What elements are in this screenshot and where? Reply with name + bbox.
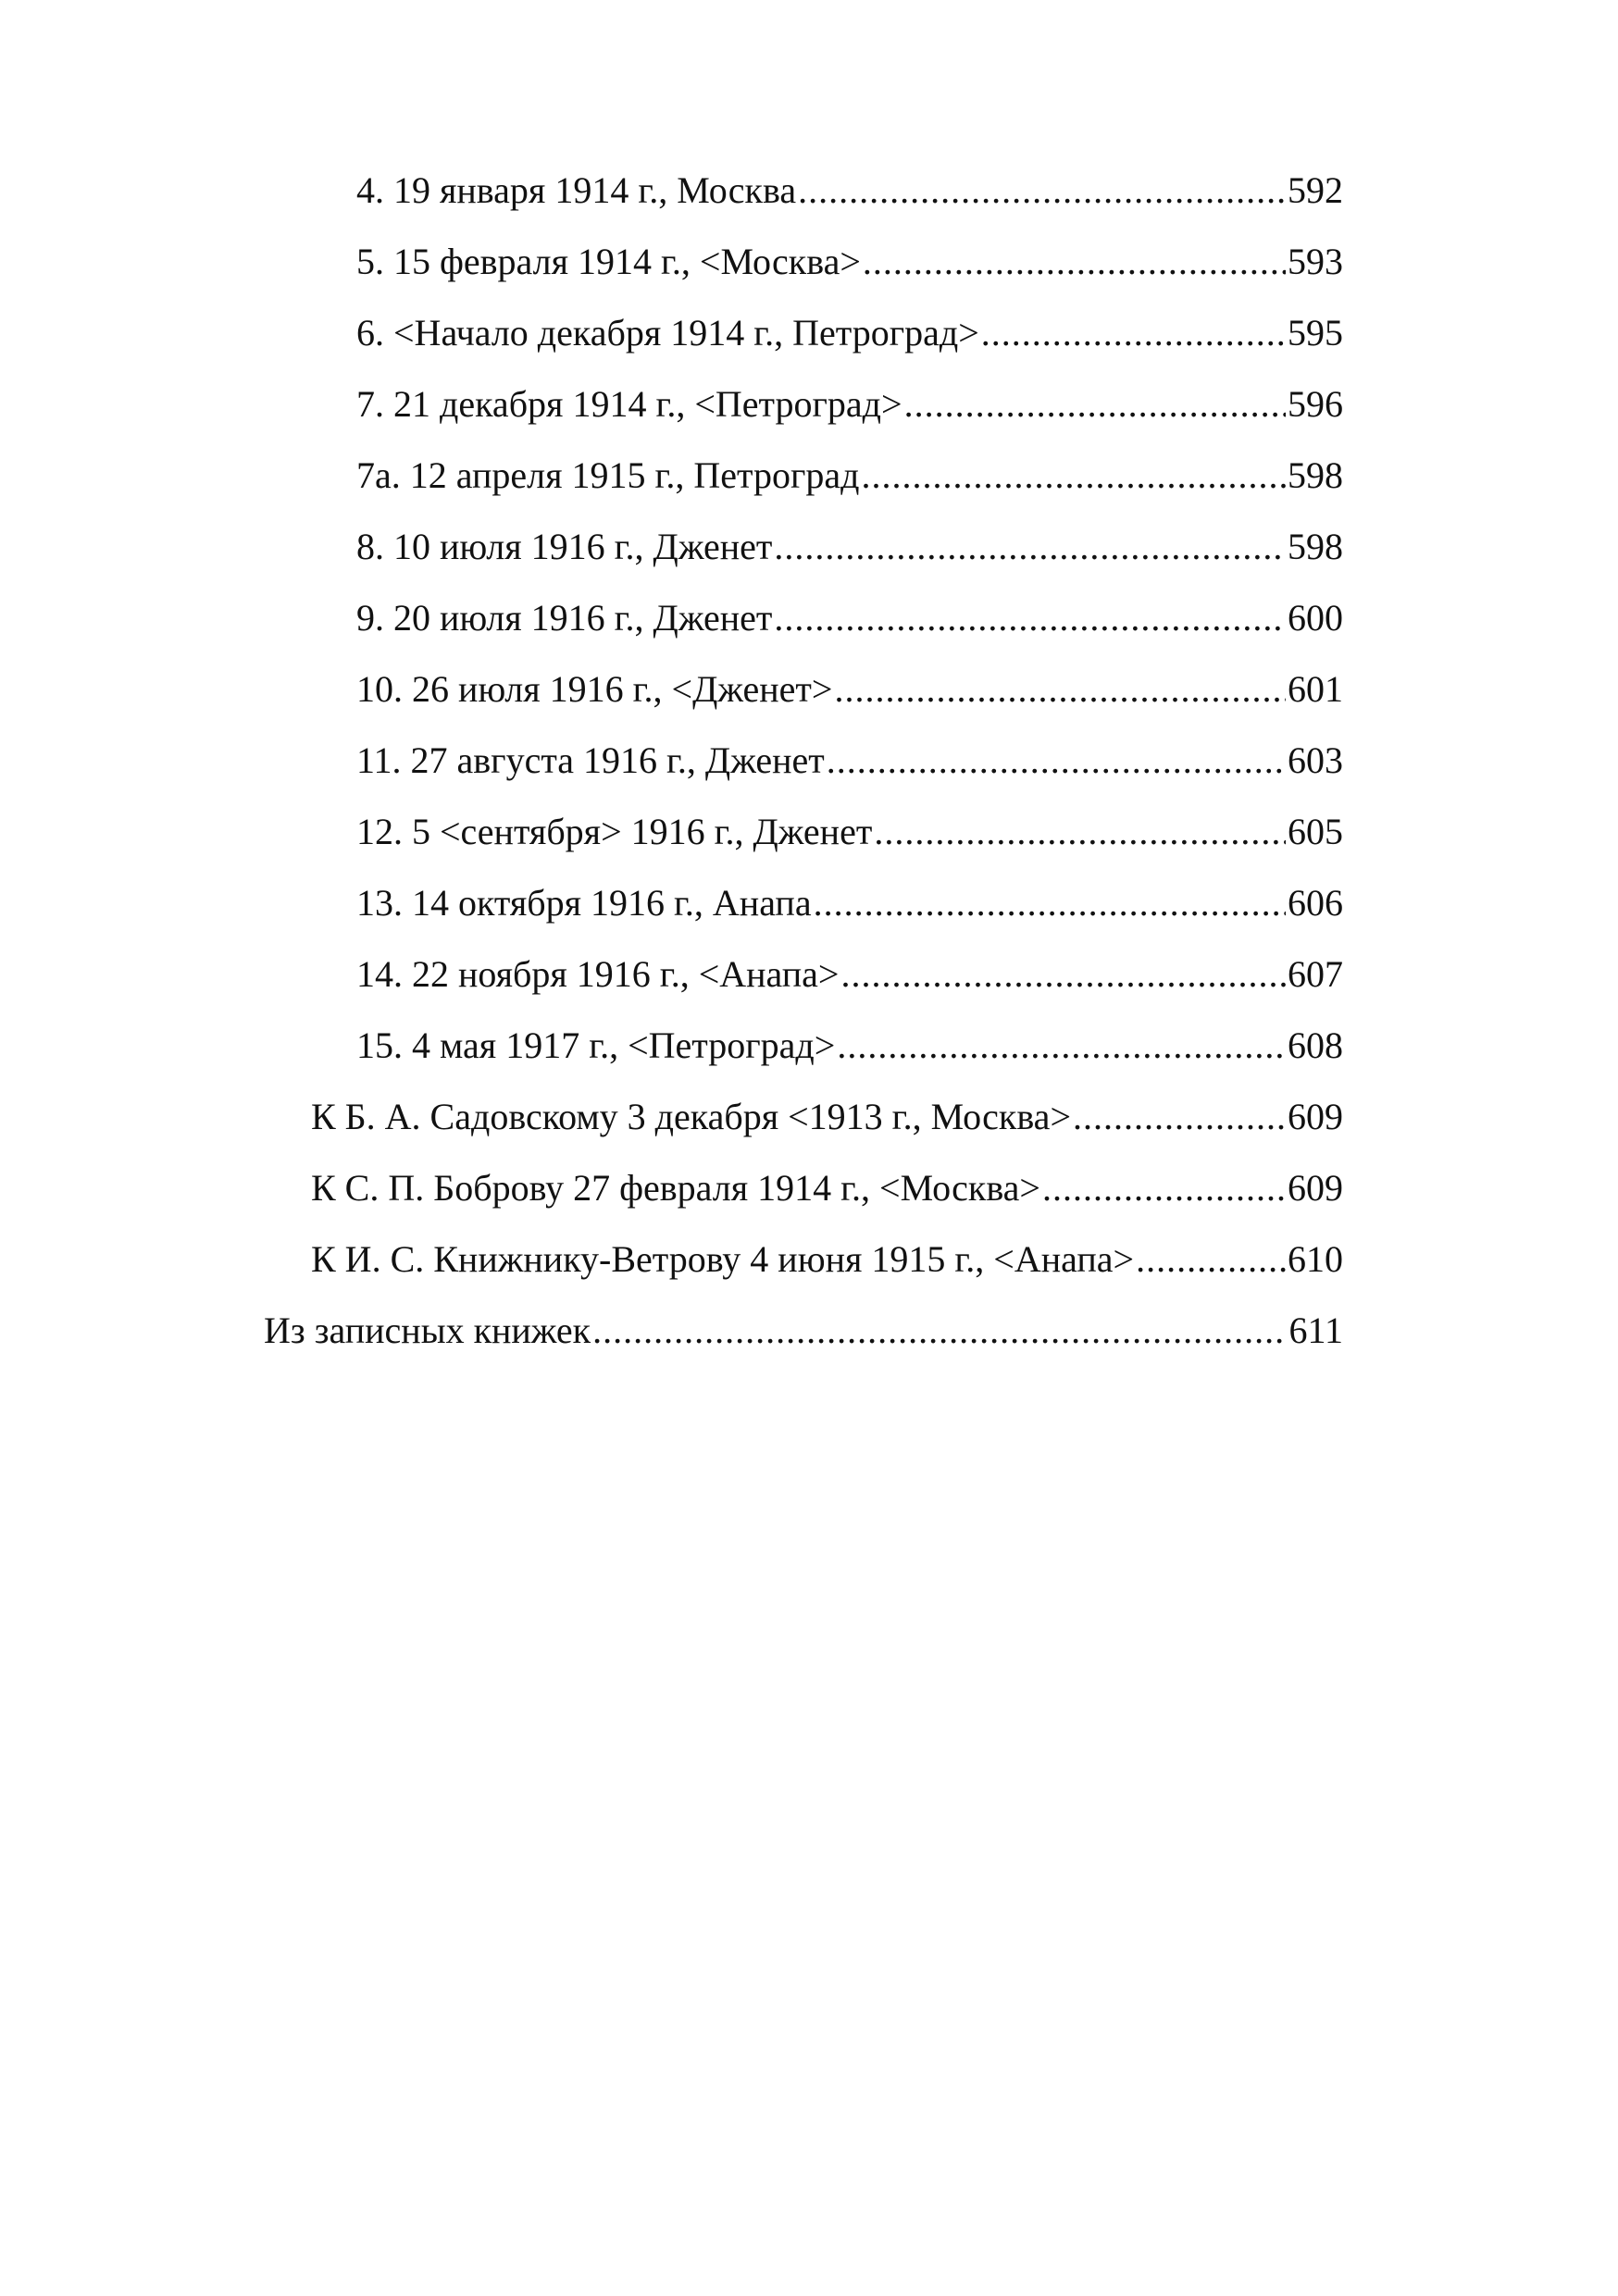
toc-entry-page: 609 (1288, 1167, 1343, 1209)
toc-entry (356, 1024, 1343, 1068)
toc-entry (356, 311, 1343, 355)
toc-entry-title: 9. 20 июля 1916 г., Дженет (356, 597, 773, 639)
toc-entry-page: 598 (1288, 454, 1343, 496)
toc-entry (356, 810, 1343, 854)
toc-entry-page: 603 (1288, 739, 1343, 781)
toc-entry (264, 1309, 1343, 1353)
toc-entry (311, 1237, 1343, 1282)
toc-entry-page: 600 (1288, 597, 1343, 639)
toc-dot-leader (1136, 1237, 1286, 1282)
toc-entry-page: 592 (1288, 169, 1343, 211)
toc-dot-leader (827, 738, 1286, 783)
toc-entry (356, 240, 1343, 284)
toc-entry (356, 596, 1343, 640)
toc-entry-title: 12. 5 <сентября> 1916 г., Дженет (356, 811, 873, 852)
toc-entry (356, 382, 1343, 427)
toc-entry-page: 598 (1288, 526, 1343, 567)
toc-entry-page: 608 (1288, 1024, 1343, 1066)
toc-entry-title: 8. 10 июля 1916 г., Дженет (356, 526, 773, 567)
toc-dot-leader (814, 881, 1286, 925)
toc-entry (356, 667, 1343, 712)
toc-entry-page: 609 (1288, 1096, 1343, 1137)
toc-dot-leader (1042, 1166, 1286, 1210)
toc-entry-page: 610 (1288, 1238, 1343, 1280)
toc-entry (356, 881, 1343, 925)
toc-entry-page: 611 (1288, 1309, 1343, 1351)
toc-dot-leader (1073, 1095, 1286, 1139)
toc-dot-leader (840, 952, 1286, 997)
toc-entry (311, 1095, 1343, 1139)
toc-entry-title: 10. 26 июля 1916 г., <Дженет> (356, 668, 833, 710)
toc-entry-title: Из записных книжек (264, 1309, 591, 1351)
toc-entry-title: 7. 21 декабря 1914 г., <Петроград> (356, 383, 902, 425)
toc-dot-leader (592, 1309, 1287, 1353)
toc-entry-title: 14. 22 ноября 1916 г., <Анапа> (356, 953, 840, 995)
toc-dot-leader (863, 240, 1286, 284)
toc-entry-title: 15. 4 мая 1917 г., <Петроград> (356, 1024, 836, 1066)
toc-entry-title: К И. С. Книжнику-Ветрову 4 июня 1915 г., <Анапа> (311, 1238, 1135, 1280)
toc-entry-page: 601 (1288, 668, 1343, 710)
toc-entry-page: 595 (1288, 312, 1343, 354)
toc-entry-title: К Б. А. Садовскому 3 декабря <1913 г., Москва> (311, 1096, 1071, 1137)
toc-entry-title: К С. П. Боброву 27 февраля 1914 г., <Москва> (311, 1167, 1040, 1209)
toc-entry-title: 7а. 12 апреля 1915 г., Петроград (356, 454, 860, 496)
toc-entry (356, 952, 1343, 997)
toc-dot-leader (774, 596, 1286, 640)
toc-entry-page: 607 (1288, 953, 1343, 995)
toc-entry-title: 13. 14 октября 1916 г., Анапа (356, 882, 812, 924)
toc-entry (356, 738, 1343, 783)
toc-dot-leader (874, 810, 1286, 854)
toc-dot-leader (904, 382, 1286, 427)
toc-dot-leader (981, 311, 1286, 355)
toc-dot-leader (774, 525, 1286, 569)
toc-dot-leader (837, 1024, 1286, 1068)
toc-entry-page: 605 (1288, 811, 1343, 852)
toc-dot-leader (834, 667, 1286, 712)
toc-entry-title: 4. 19 января 1914 г., Москва (356, 169, 797, 211)
toc-entry-title: 11. 27 августа 1916 г., Дженет (356, 739, 825, 781)
toc-entry-page: 593 (1288, 241, 1343, 282)
toc-entry (356, 525, 1343, 569)
toc-entry (311, 1166, 1343, 1210)
toc-entry-page: 596 (1288, 383, 1343, 425)
toc-entry-title: 6. <Начало декабря 1914 г., Петроград> (356, 312, 979, 354)
toc-entry-title: 5. 15 февраля 1914 г., <Москва> (356, 241, 861, 282)
toc-entry-page: 606 (1288, 882, 1343, 924)
toc-entry (356, 453, 1343, 498)
toc-dot-leader (798, 168, 1286, 213)
toc-entry (356, 168, 1343, 213)
toc-dot-leader (862, 453, 1286, 498)
